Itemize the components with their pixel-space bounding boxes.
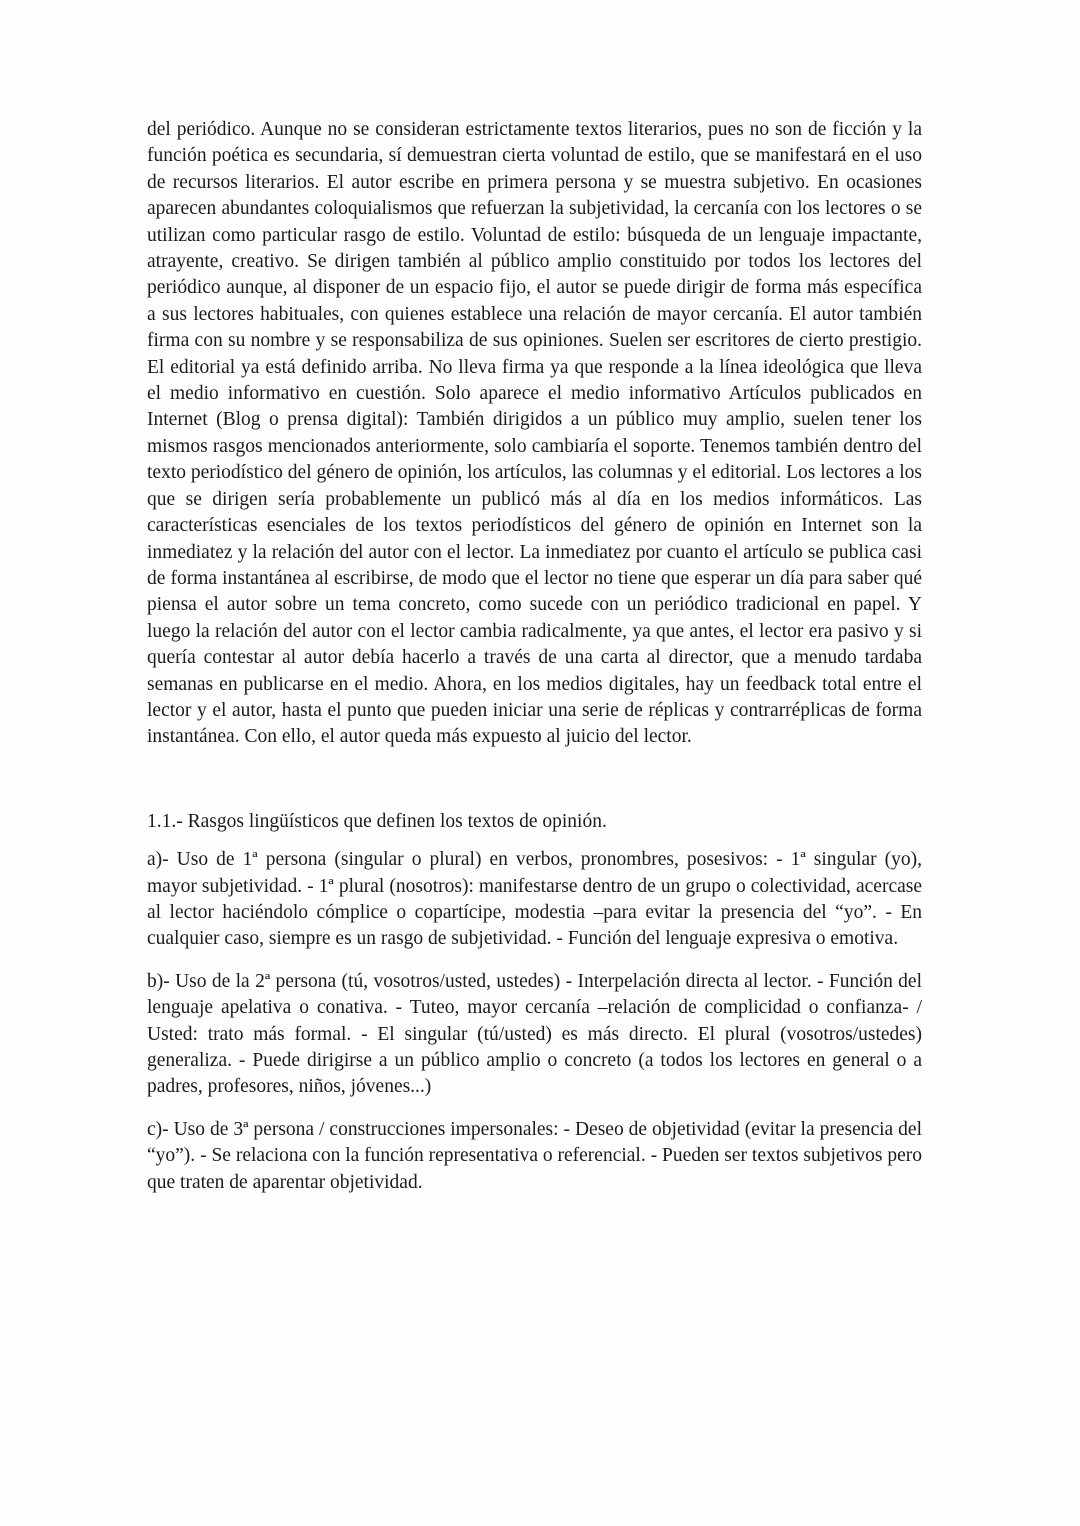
list-item-c: c)- Uso de 3ª persona / construcciones impersonales: - Deseo de objetividad (evitar la presencia del “yo”). - Se relaciona con la función representativa o referencial. - Pueden ser textos subjetivos pero que traten de aparentar objetividad. bbox=[147, 1118, 922, 1193]
intro-paragraph: del periódico. Aunque no se consideran estrictamente textos literarios, pues no son de ficción y la función poética es secundaria, sí demuestran cierta voluntad de estilo, que se manifestará en el uso de recursos literarios. El autor escribe en primera persona y se muestra subjetivo. En ocasiones aparecen abundantes coloquialismos que refuerzan la subjetividad, la cercanía con los lectores o se utilizan como particular rasgo de estilo. Voluntad de estilo: búsqueda de un lenguaje impactante, atrayente, creativo. Se dirigen también al público amplio constituido por todos los lectores del periódico aunque, al disponer de un espacio fijo, el autor se puede dirigir de forma más específica a sus lectores habituales, con quienes establece una relación de mayor cercanía. El autor también firma con su nombre y se responsabiliza de sus opiniones. Suelen ser escritores de cierto prestigio. El editorial ya está definido arriba. No lleva firma ya que responde a la línea ideológica que lleva el medio informativo en cuestión. Solo aparece el medio informativo Artículos publicados en Internet (Blog o prensa digital): También dirigidos a un público muy amplio, suelen tener los mismos rasgos mencionados anteriormente, solo cambiaría el soporte. Tenemos también dentro del texto periodístico del género de opinión, los artículos, las columnas y el editorial. Los lectores a los que se dirigen sería probablemente un publicó más al día en los medios informáticos. Las características esenciales de los textos periodísticos del género de opinión en Internet son la inmediatez y la relación del autor con el lector. La inmediatez por cuanto el artículo se publica casi de forma instantánea al escribirse, de modo que el lector no tiene que esperar un día para saber qué piensa el autor sobre un tema concreto, como sucede con un periódico tradicional en papel. Y luego la relación del autor con el lector cambia radicalmente, ya que antes, el lector era pasivo y si quería contestar al autor debía hacerlo a través de una carta al director, que a menudo tardaba semanas en publicarse en el medio. Ahora, en los medios digitales, hay un feedback total entre el lector y el autor, hasta el punto que pueden iniciar una serie de réplicas y contrarréplicas de forma instantánea. Con ello, el autor queda más expuesto al juicio del lector. bbox=[147, 119, 922, 748]
section-heading: 1.1.- Rasgos lingüísticos que definen los textos de opinión. bbox=[147, 810, 607, 832]
list-item-b: b)- Uso de la 2ª persona (tú, vosotros/usted, ustedes) - Interpelación directa al lector. - Función del lenguaje apelativa o conativa. - Tuteo, mayor cercanía –relación de complicidad o confianza- / Usted: trato más formal. - El singular (tú/usted) es más directo. El plural (vosotros/ustedes) generaliza. - Puede dirigirse a un público amplio o concreto (a todos los lectores en general o a padres, profesores, niños, jóvenes...) bbox=[147, 970, 922, 1098]
page-body bbox=[147, 117, 922, 1196]
list-item-a: a)- Uso de 1ª persona (singular o plural) en verbos, pronombres, posesivos: - 1ª singular (yo), mayor subjetividad. - 1ª plural (nosotros): manifestarse dentro de un grupo o colectividad, acercase al lector haciéndolo cómplice o copartícipe, modestia –para evitar la presencia del “yo”. - En cualquier caso, siempre es un rasgo de subjetividad. - Función del lenguaje expresiva o emotiva. bbox=[147, 849, 922, 950]
